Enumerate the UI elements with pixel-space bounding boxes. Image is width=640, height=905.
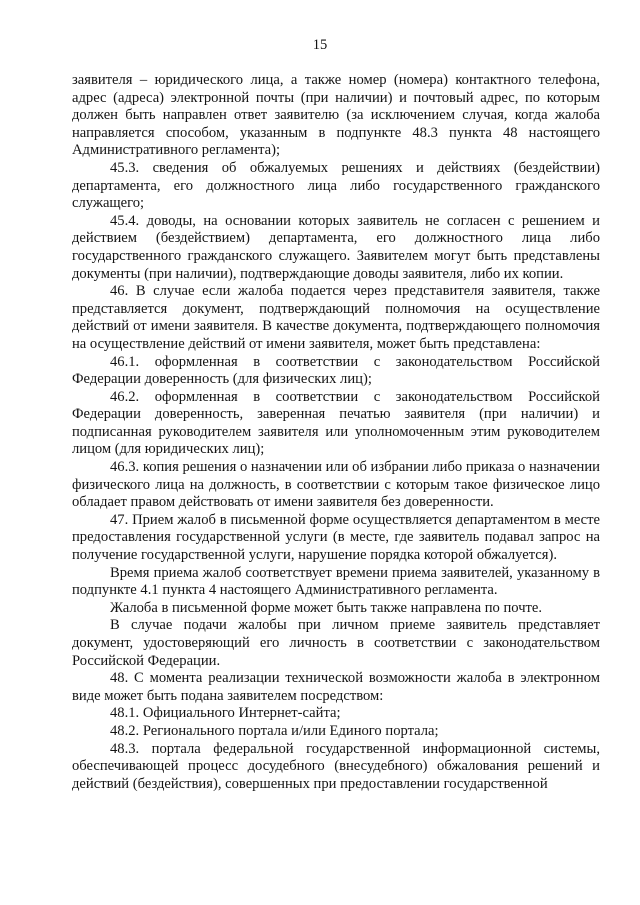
paragraph: 47. Прием жалоб в письменной форме осуществляется департаментом в месте предоставления государственной услуги (в месте, где заявитель подавал запрос на получение государственной услуги, нарушение порядка которой обжалуется). bbox=[72, 511, 600, 564]
paragraph: Жалоба в письменной форме может быть также направлена по почте. bbox=[110, 599, 543, 616]
paragraph: 46.2. оформленная в соответствии с законодательством Российской Федерации доверенность, заверенная печатью заявителя (при наличии) и подписанная руководителем заявителя или уполномоченным этим руководителем лицом (для юридических лиц); bbox=[72, 388, 600, 458]
paragraph: 46.3. копия решения о назначении или об избрании либо приказа о назначении физического лица на должность, в соответствии с которым такое физическое лицо обладает правом действовать от имени заявителя без доверенности. bbox=[72, 459, 600, 511]
paragraph: 45.4. доводы, на основании которых заявитель не согласен с решением и действием (бездействием) департамента, его должностного лица либо государственного гражданского служащего. Заявителем могут быть представлены документы (при наличии), подтверждающие доводы заявителя, либо их копии. bbox=[72, 212, 600, 282]
document-body bbox=[72, 72, 600, 793]
paragraph: 48.1. Официального Интернет-сайта; bbox=[110, 705, 341, 722]
page-number: 15 bbox=[312, 37, 328, 53]
paragraph: Время приема жалоб соответствует времени приема заявителей, указанному в подпункте 4.1 пункта 4 настоящего Административного регламента. bbox=[72, 564, 600, 599]
paragraph: 45.3. сведения об обжалуемых решениях и действиях (бездействии) департамента, его должностного лица либо государственного гражданского служащего; bbox=[72, 159, 600, 212]
paragraph: заявителя – юридического лица, а также номер (номера) контактного телефона, адрес (адреса) электронной почты (при наличии) и почтовый адрес, по которым должен быть направлен ответ заявителю (за исключением случая, когда жалоба направляется способом, указанным в подпункте 48.3 пункта 48 настоящего Административного регламента); bbox=[72, 72, 600, 159]
paragraph: 46.1. оформленная в соответствии с законодательством Российской Федерации доверенность (для физических лиц); bbox=[72, 353, 600, 388]
paragraph: 46. В случае если жалоба подается через представителя заявителя, также представляется документ, подтверждающий полномочия на осуществление действий от имени заявителя. В качестве документа, подтверждающего полномочия на осуществление действий от имени заявителя, может быть представлена: bbox=[72, 283, 600, 352]
paragraph: 48. С момента реализации технической возможности жалоба в электронном виде может быть подана заявителем посредством: bbox=[72, 670, 600, 704]
paragraph: 48.2. Регионального портала и/или Единого портала; bbox=[110, 722, 439, 739]
paragraph: В случае подачи жалобы при личном приеме заявитель представляет документ, удостоверяющий его личность в соответствии с законодательством Российской Федерации. bbox=[72, 617, 600, 669]
paragraph: 48.3. портала федеральной государственной информационной системы, обеспечивающей процесс досудебного (внесудебного) обжалования решений и действий (бездействия), совершенных при предоставлении государственной bbox=[72, 740, 600, 792]
